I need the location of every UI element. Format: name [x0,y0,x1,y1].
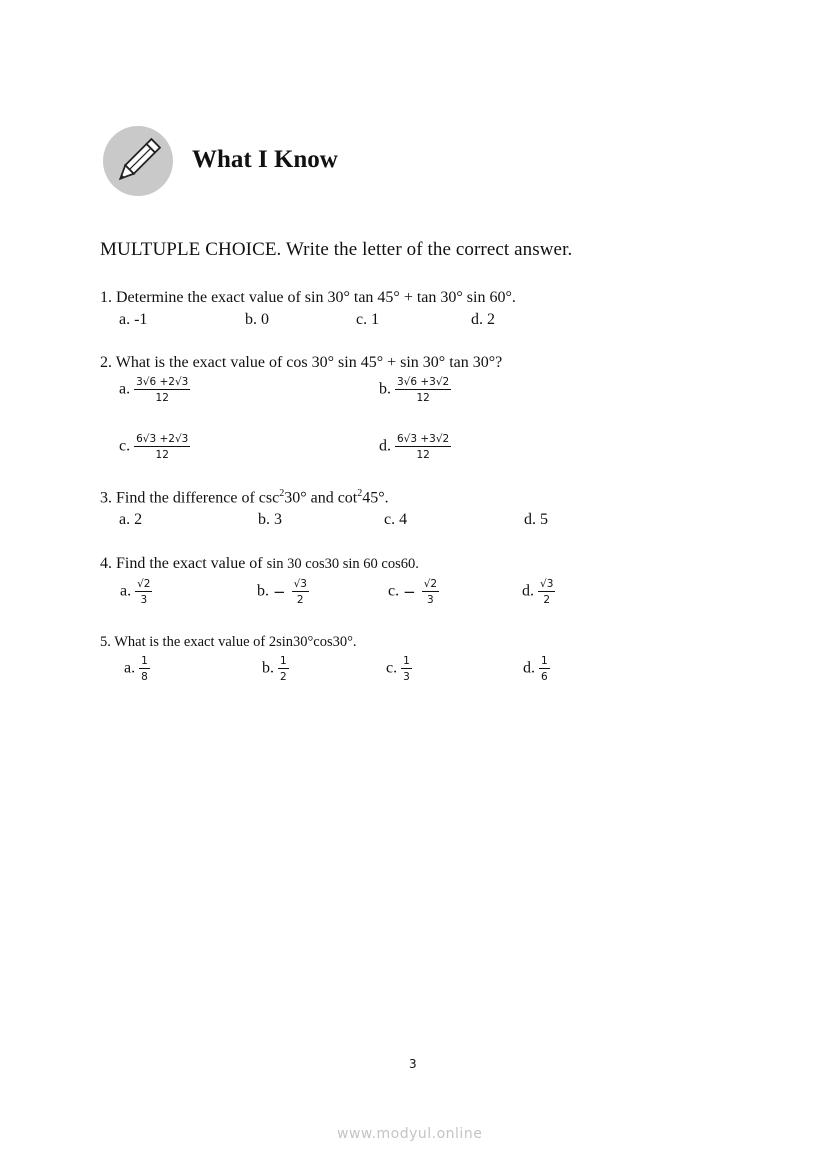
fraction-denominator: 12 [416,392,430,405]
page-number: 3 [409,1057,417,1071]
q3-option-a: a. 2 [119,511,143,528]
fraction-denominator: 3 [427,594,434,607]
q1-option-c: c. 1 [356,311,380,328]
question-1-text: 1. Determine the exact value of sin 30° tan 45° + tan 30° sin 60°. [100,289,516,306]
q3-option-b: b. 3 [258,511,282,528]
fraction-numerator: √3 [538,578,555,592]
q4-option-b [257,578,309,606]
q5-option-d [523,655,550,683]
fraction-numerator: √2 [135,578,152,592]
q4-option-a-letter: a. [120,582,132,600]
watermark: www.modyul.online [337,1126,483,1142]
fraction-denominator: 12 [416,449,430,462]
q5-option-b-fraction [278,655,289,683]
q1-option-a: a. -1 [119,311,148,328]
q4-option-d [522,578,555,606]
q2-option-a [119,376,190,404]
question-3-text [100,488,389,507]
fraction-numerator: 1 [278,655,289,669]
fraction-denominator: 8 [141,671,148,684]
fraction-denominator: 2 [280,671,287,684]
q3-text-middle: 30° and cot [284,489,358,507]
q2-option-c [119,433,190,461]
q2-option-d-letter: d. [379,437,391,455]
q5-option-b [262,655,289,683]
q5-option-a [124,655,150,683]
pencil-icon [103,126,173,196]
q2-option-b [379,376,451,404]
q3-exponent-1: 2 [279,488,285,499]
fraction-denominator: 3 [403,671,410,684]
q5-option-c-letter: c. [386,659,398,677]
q2-option-b-letter: b. [379,380,391,398]
section-icon-badge [103,126,173,196]
q4-option-a-fraction [135,578,152,606]
fraction-denominator: 12 [155,392,169,405]
q3-option-c: c. 4 [384,511,408,528]
q3-text-suffix: 45°. [362,489,389,507]
fraction-denominator: 2 [543,594,551,607]
minus-sign: − [273,583,286,602]
fraction-numerator: √3 [292,578,309,592]
q5-option-d-fraction [539,655,550,683]
q5-option-d-letter: d. [523,659,535,677]
fraction-numerator: √2 [422,578,439,592]
q2-option-a-letter: a. [119,380,131,398]
q2-option-d-fraction [395,433,451,461]
fraction-denominator: 3 [140,594,148,607]
q5-option-c-fraction [401,655,412,683]
q4-option-b-fraction [292,578,309,606]
q5-option-b-letter: b. [262,659,274,677]
q1-option-b: b. 0 [245,311,269,328]
q4-option-d-letter: d. [522,582,534,600]
fraction-numerator: 3√6 +2√3 [134,376,190,390]
q5-option-a-fraction [139,655,150,683]
fraction-denominator: 2 [296,594,304,607]
question-5-text: 5. What is the exact value of 2sin30°cos30°. [100,634,357,650]
q4-option-c-fraction [422,578,439,606]
minus-sign: − [403,583,416,602]
q1-option-d: d. 2 [471,311,495,328]
fraction-denominator: 12 [155,449,169,462]
q4-option-d-fraction [538,578,555,606]
q4-text-prefix: 4. Find the exact value of [100,555,267,572]
q4-option-a [120,578,152,606]
question-4-text [100,555,419,573]
q2-option-d [379,433,451,461]
q4-expression: sin 30 cos30 sin 60 cos60. [266,556,419,572]
q4-option-c [388,578,439,606]
section-title: What I Know [192,146,338,173]
q5-option-a-letter: a. [124,659,136,677]
fraction-numerator: 6√3 +2√3 [134,433,190,447]
q3-exponent-2: 2 [357,488,363,499]
fraction-numerator: 6√3 +3√2 [395,433,451,447]
fraction-numerator: 1 [401,655,412,669]
q3-text-prefix: 3. Find the difference of csc [100,489,280,507]
q2-option-c-fraction [134,433,190,461]
q4-option-b-letter: b. [257,582,269,600]
q2-option-c-letter: c. [119,437,131,455]
q3-option-d: d. 5 [524,511,548,528]
fraction-numerator: 3√6 +3√2 [395,376,451,390]
fraction-denominator: 6 [541,671,548,684]
fraction-numerator: 1 [139,655,150,669]
q5-option-c [386,655,412,683]
q4-option-c-letter: c. [388,582,400,600]
question-2-text: 2. What is the exact value of cos 30° sin 45° + sin 30° tan 30°? [100,354,503,371]
q2-option-b-fraction [395,376,451,404]
q2-option-a-fraction [134,376,190,404]
fraction-numerator: 1 [539,655,550,669]
instructions: MULTUPLE CHOICE. Write the letter of the correct answer. [100,239,573,260]
